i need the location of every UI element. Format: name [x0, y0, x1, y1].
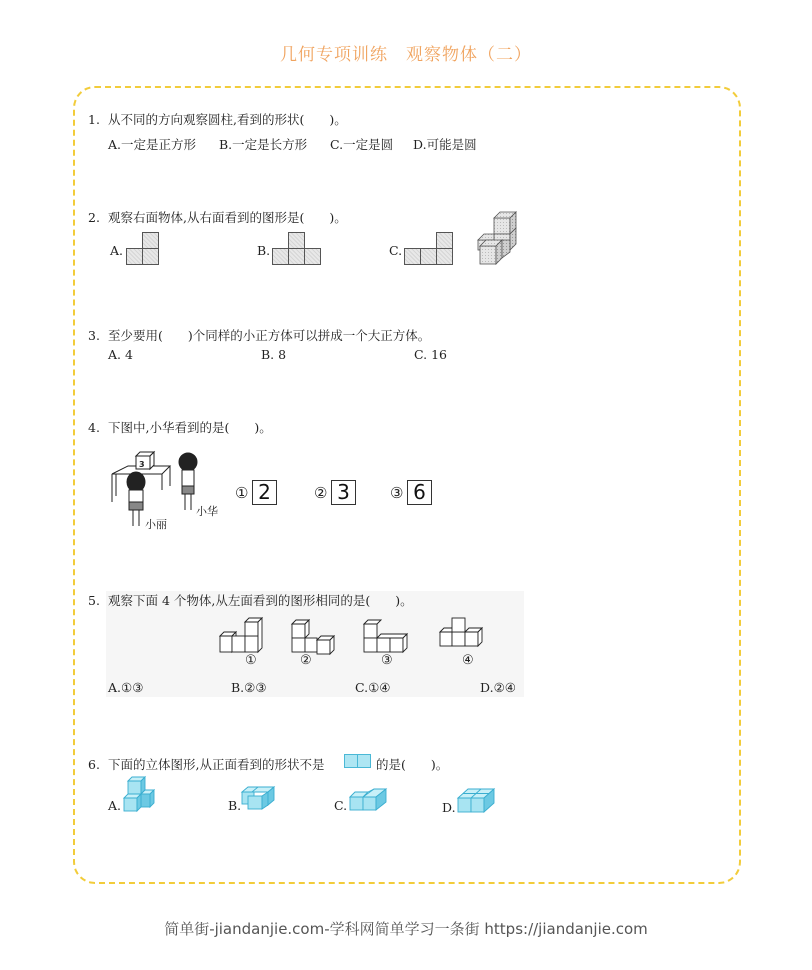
- svg-text:3: 3: [139, 460, 145, 469]
- q1-option-a[interactable]: A.一定是正方形: [108, 137, 197, 152]
- q5-option-a[interactable]: A.①③: [108, 680, 144, 695]
- q3-option-c[interactable]: C. 16: [414, 347, 447, 362]
- question-3: 3. 至少要用( )个同样的小正方体可以拼成一个大正方体。: [88, 328, 431, 343]
- q1-option-b[interactable]: B.一定是长方形: [219, 137, 308, 152]
- question-text: 下图中,小华看到的是( )。: [108, 420, 272, 435]
- square: [420, 248, 437, 265]
- label-xiaohua: 小华: [196, 505, 218, 518]
- square: [142, 248, 159, 265]
- square: [142, 232, 159, 249]
- q5-figure-label-4: ④: [462, 653, 474, 668]
- question-6: 6. 下面的立体图形,从正面看到的形状不是: [88, 757, 325, 772]
- question-text-before: 下面的立体图形,从正面看到的形状不是: [108, 757, 325, 772]
- q6-option-c[interactable]: C.: [334, 798, 348, 813]
- square: [272, 248, 289, 265]
- title-part-1: 几何专项训练: [280, 45, 388, 65]
- q5-figures: [218, 618, 508, 658]
- q6-option-b[interactable]: B.: [228, 798, 242, 813]
- label-xiaoli: 小丽: [145, 518, 167, 531]
- square: [288, 232, 305, 249]
- square: [126, 248, 143, 265]
- question-text: 至少要用( )个同样的小正方体可以拼成一个大正方体。: [108, 328, 431, 343]
- q4-illustration: [108, 450, 228, 535]
- square: [436, 248, 453, 265]
- q6-option-a-figure: [122, 775, 158, 813]
- square: [288, 248, 305, 265]
- page-title: [0, 40, 812, 65]
- q5-option-d[interactable]: D.②④: [480, 680, 516, 695]
- question-5: 5. 观察下面 4 个物体,从左面看到的图形相同的是( )。: [88, 593, 413, 608]
- square: [436, 232, 453, 249]
- footer-watermark: 简单街-jiandanjie.com-学科网简单学习一条街 https://jiandanjie.com: [164, 920, 648, 938]
- title-part-2: 观察物体（二）: [406, 45, 532, 65]
- q6-option-b-figure: [240, 786, 278, 812]
- square: [404, 248, 421, 265]
- question-text: 观察右面物体,从右面看到的图形是( )。: [108, 210, 347, 225]
- question-1: [88, 110, 347, 128]
- q5-figure-label-3: ③: [381, 653, 393, 668]
- q6-option-d[interactable]: D.: [442, 800, 456, 815]
- q5-figure-label-1: ①: [245, 653, 257, 668]
- q6-option-c-figure: [348, 788, 390, 814]
- q6-option-d-figure: [456, 788, 498, 816]
- q1-option-c[interactable]: C.一定是圆: [330, 137, 394, 152]
- question-text: 从不同的方向观察圆柱,看到的形状( )。: [108, 112, 347, 127]
- square: [304, 248, 321, 265]
- q5-option-b[interactable]: B.②③: [231, 680, 267, 695]
- question-2: 2. 观察右面物体,从右面看到的图形是( )。: [88, 210, 347, 225]
- question-text: 观察下面 4 个物体,从左面看到的图形相同的是( )。: [108, 593, 413, 608]
- q6-option-a[interactable]: A.: [108, 798, 122, 813]
- q1-option-d[interactable]: D.可能是圆: [413, 137, 477, 152]
- q5-option-c[interactable]: C.①④: [355, 680, 391, 695]
- question-number: 1.: [88, 112, 100, 127]
- q2-reference-cubes: [476, 210, 524, 266]
- question-text-after: 的是( )。: [376, 757, 449, 772]
- q5-figure-label-2: ②: [300, 653, 312, 668]
- q3-option-b[interactable]: B. 8: [261, 347, 287, 362]
- q3-option-a[interactable]: A. 4: [108, 347, 133, 362]
- q6-reference-shape: [344, 754, 372, 768]
- question-4: 4. 下图中,小华看到的是( )。: [88, 420, 272, 435]
